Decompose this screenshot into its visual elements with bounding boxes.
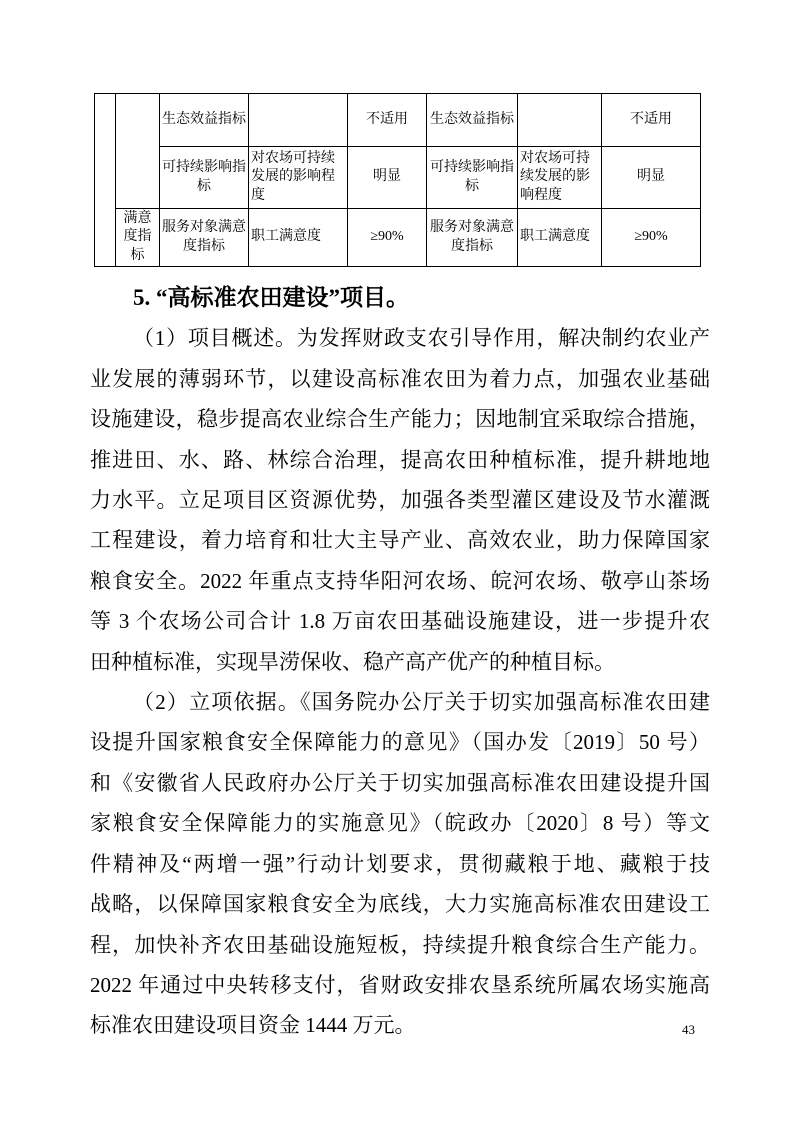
paragraph-line: 家粮食安全保障能力的实施意见》（皖政办〔2020〕8 号）等文 bbox=[90, 811, 710, 836]
paragraph-line: 粮食安全。2022 年重点支持华阳河农场、皖河农场、敬亭山茶场 bbox=[90, 568, 710, 593]
paragraph-line: 标准农田建设项目资金 1444 万元。 bbox=[90, 1013, 416, 1038]
performance-indicators-table bbox=[94, 93, 701, 267]
paragraph-line: 工程建设，着力培育和壮大主导产业、高效农业，助力保障国家 bbox=[90, 528, 710, 553]
table-cell-satisfaction-value-right: ≥90% bbox=[602, 209, 701, 267]
table-cell-group-empty bbox=[116, 94, 160, 209]
table-cell-staff-satisfaction-left: 职工满意度 bbox=[249, 209, 348, 267]
paragraph-line: 设提升国家粮食安全保障能力的意见》（国办发〔2019〕50 号） bbox=[90, 730, 710, 755]
paragraph-line: 设施建设，稳步提高农业综合生产能力；因地制宜采取综合措施， bbox=[90, 407, 710, 432]
body-text bbox=[90, 278, 710, 1046]
table-cell-not-applicable-left: 不适用 bbox=[348, 94, 427, 147]
table-cell-sequence-empty bbox=[95, 94, 116, 267]
table-cell-sustain-impact-desc-right: 对农场可持续发展的影响程度 bbox=[518, 147, 602, 209]
table-cell-satisfaction-value-left: ≥90% bbox=[348, 209, 427, 267]
table-cell-obvious-right: 明显 bbox=[602, 147, 701, 209]
table-cell-satisfaction-group: 满意度指标 bbox=[116, 209, 160, 267]
paragraph-line: 业发展的薄弱环节，以建设高标准农田为着力点，加强农业基础 bbox=[90, 366, 710, 391]
table-cell-empty bbox=[249, 94, 348, 147]
paragraph-line: 程，加快补齐农田基础设施短板，持续提升粮食综合生产能力。 bbox=[90, 932, 710, 957]
paragraph-line: 件精神及“两增一强”行动计划要求，贯彻藏粮于地、藏粮于技 bbox=[90, 851, 710, 876]
table-cell-sustain-impact-desc-left: 对农场可持续发展的影响程度 bbox=[249, 147, 348, 209]
paragraph-line: 田种植标准，实现旱涝保收、稳产高产优产的种植目标。 bbox=[90, 649, 615, 674]
table-cell-service-target-label-left: 服务对象满意度指标 bbox=[160, 209, 249, 267]
paragraph-line: 推进田、水、路、林综合治理，提高农田种植标准，提升耕地地 bbox=[90, 447, 710, 472]
paragraph-line: 战略，以保障国家粮食安全为底线，大力实施高标准农田建设工 bbox=[90, 892, 710, 917]
table-cell-not-applicable-right: 不适用 bbox=[602, 94, 701, 147]
paragraph-line: （2）立项依据。《国务院办公厅关于切实加强高标准农田建 bbox=[133, 690, 710, 715]
table-cell-sustain-impact-label-left: 可持续影响指标 bbox=[160, 147, 249, 209]
table-cell-sustain-impact-label-right: 可持续影响指标 bbox=[427, 147, 518, 209]
table-cell-eco-benefit-label-left: 生态效益指标 bbox=[160, 94, 249, 147]
table-cell-service-target-label-right: 服务对象满意度指标 bbox=[427, 209, 518, 267]
paragraph-line: 力水平。立足项目区资源优势，加强各类型灌区建设及节水灌溉 bbox=[90, 488, 710, 513]
table-cell-obvious-left: 明显 bbox=[348, 147, 427, 209]
page-number: 43 bbox=[682, 1022, 695, 1037]
section-heading: 5. “高标准农田建设”项目。 bbox=[133, 285, 409, 310]
table-cell-staff-satisfaction-right: 职工满意度 bbox=[518, 209, 602, 267]
table-cell-empty bbox=[518, 94, 602, 147]
paragraph-line: 和《安徽省人民政府办公厅关于切实加强高标准农田建设提升国 bbox=[90, 770, 710, 795]
paragraph-line: （1）项目概述。为发挥财政支农引导作用，解决制约农业产 bbox=[133, 326, 710, 351]
paragraph-line: 等 3 个农场公司合计 1.8 万亩农田基础设施建设，进一步提升农 bbox=[90, 609, 710, 634]
table-cell-eco-benefit-label-right: 生态效益指标 bbox=[427, 94, 518, 147]
paragraph-line: 2022 年通过中央转移支付，省财政安排农垦系统所属农场实施高 bbox=[90, 972, 710, 997]
